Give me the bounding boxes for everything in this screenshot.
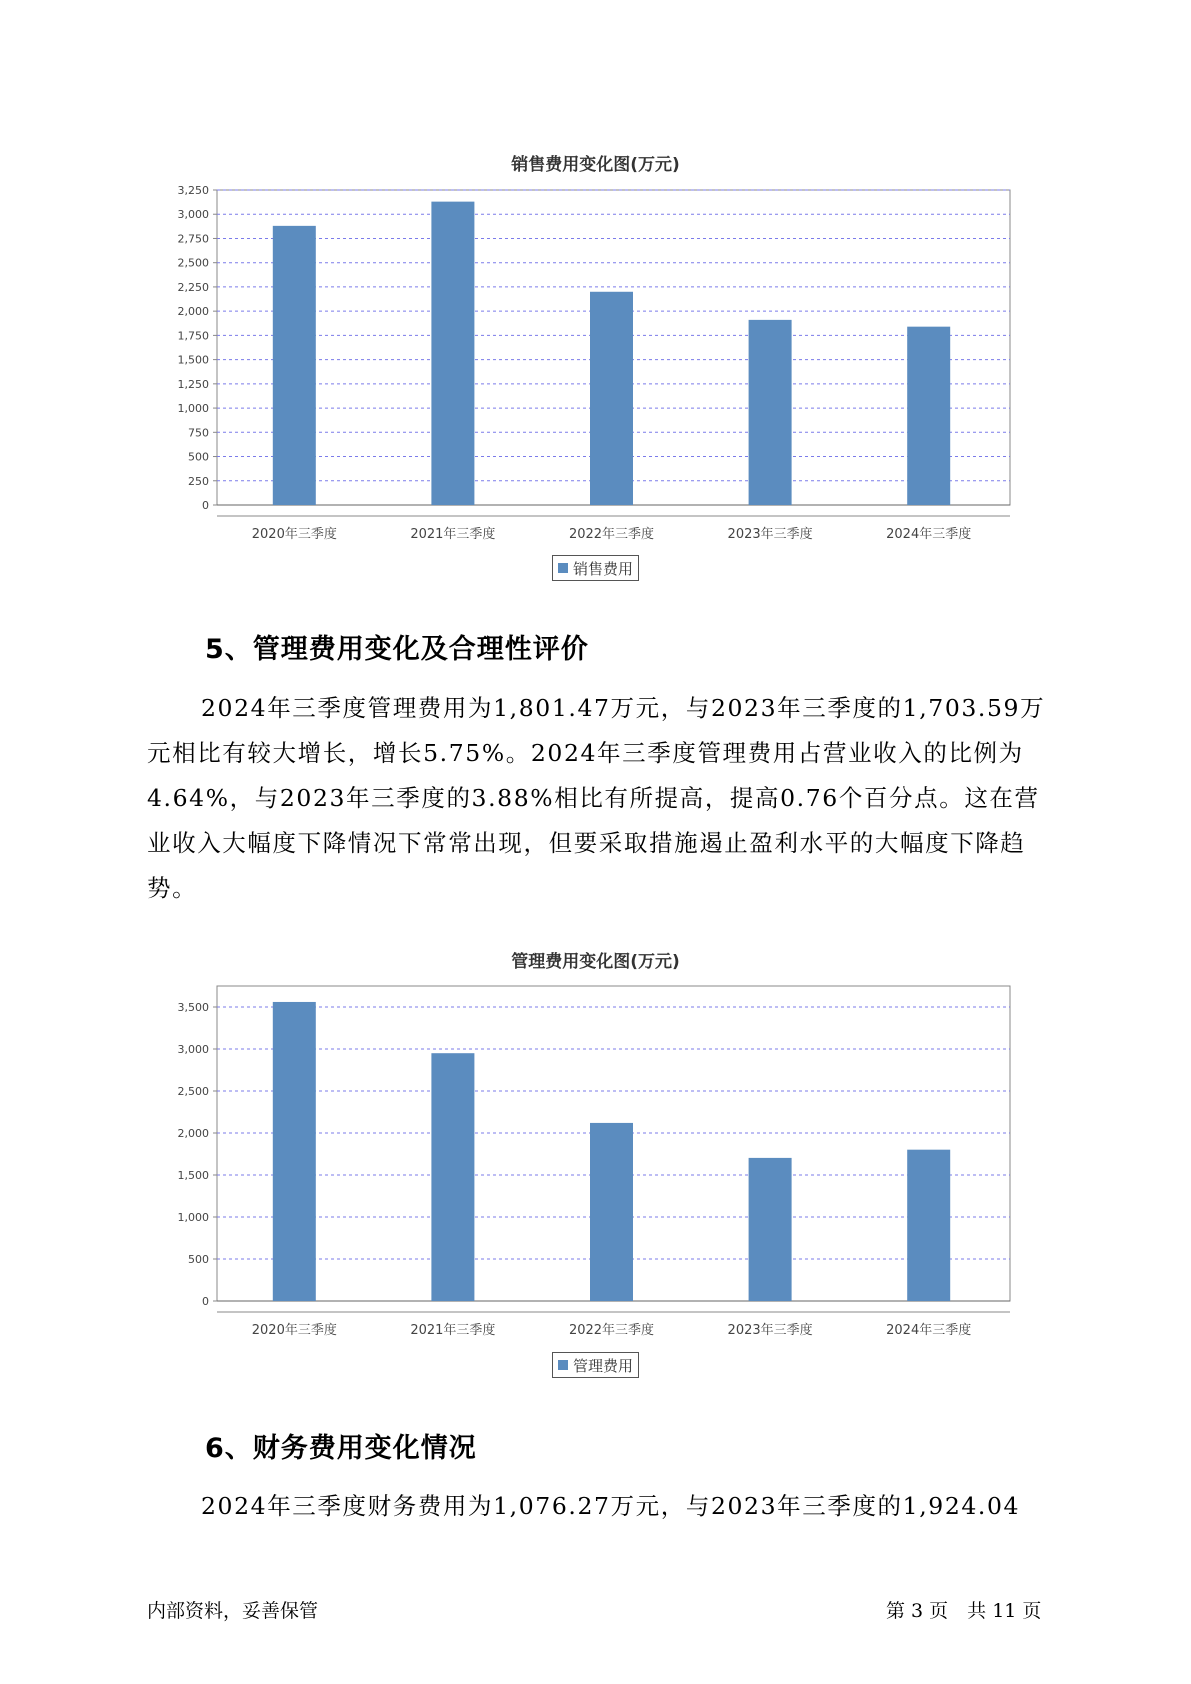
x-tick-label: 2024年三季度 bbox=[886, 1323, 972, 1338]
y-tick-label: 1,000 bbox=[177, 1211, 209, 1224]
chart-title: 管理费用变化图(万元) bbox=[511, 952, 680, 972]
section-paragraph-6 bbox=[147, 1484, 1052, 1529]
footer-left: 内部资料，妥善保管 bbox=[147, 1600, 319, 1622]
y-tick-label: 2,000 bbox=[177, 305, 209, 319]
bar-2022年三季度 bbox=[590, 1123, 633, 1301]
y-tick-label: 0 bbox=[202, 499, 209, 512]
chart-title: 销售费用变化图(万元) bbox=[511, 155, 680, 175]
x-tick-label: 2020年三季度 bbox=[251, 527, 337, 542]
x-tick-label: 2022年三季度 bbox=[568, 527, 655, 542]
chart-legend bbox=[552, 1352, 639, 1378]
section-heading-6: 6、财务费用变化情况 bbox=[205, 1433, 477, 1464]
paragraph-text: 2024年三季度管理费用为1,801.47万元，与2023年三季度的1,703.59万元相比有较大增长，增长5.75%。2024年三季度管理费用占营业收入的比例为4.64%，与2023年三季度的3.88%相比有所提高，提高0.76个百分点。这在营业收入大幅度下降情况下常常出现，但要采取措施遏止盈利水平的大幅度下降趋势。 bbox=[147, 694, 1046, 902]
y-tick-label: 0 bbox=[202, 1295, 209, 1308]
y-tick-label: 1,500 bbox=[177, 1169, 209, 1182]
y-tick-label: 500 bbox=[188, 1253, 209, 1266]
y-tick-label: 1,000 bbox=[177, 402, 209, 416]
y-tick-label: 3,500 bbox=[177, 1001, 209, 1014]
y-tick-label: 1,750 bbox=[177, 329, 209, 343]
y-tick-label: 2,750 bbox=[177, 232, 209, 246]
y-tick-label: 1,250 bbox=[177, 377, 209, 391]
y-tick-label: 3,250 bbox=[177, 184, 209, 197]
y-tick-label: 500 bbox=[188, 450, 209, 464]
legend-label: 销售费用 bbox=[573, 559, 634, 578]
legend-swatch bbox=[558, 1360, 568, 1370]
x-tick-label: 2020年三季度 bbox=[251, 1323, 337, 1338]
y-tick-label: 3,000 bbox=[177, 208, 209, 222]
y-tick-label: 1,500 bbox=[177, 353, 209, 367]
y-tick-label: 2,000 bbox=[177, 1127, 209, 1140]
footer-page-number: 第 3 页 共 11 页 bbox=[886, 1600, 1042, 1622]
x-tick-label: 2021年三季度 bbox=[410, 527, 496, 542]
legend-label: 管理费用 bbox=[573, 1356, 634, 1375]
y-tick-label: 3,000 bbox=[177, 1043, 209, 1056]
x-tick-label: 2021年三季度 bbox=[410, 1323, 496, 1338]
y-tick-label: 2,500 bbox=[177, 1085, 209, 1098]
section-heading-5: 5、管理费用变化及合理性评价 bbox=[205, 634, 589, 665]
bar-2024年三季度 bbox=[907, 1150, 950, 1301]
y-tick-label: 750 bbox=[188, 426, 209, 440]
y-tick-label: 2,250 bbox=[177, 280, 209, 294]
x-tick-label: 2023年三季度 bbox=[727, 527, 813, 542]
paragraph-text: 2024年三季度财务费用为1,076.27万元，与2023年三季度的1,924.04 bbox=[201, 1492, 1021, 1520]
x-tick-label: 2023年三季度 bbox=[727, 1323, 813, 1338]
y-tick-label: 250 bbox=[188, 474, 209, 488]
bar-2023年三季度 bbox=[749, 1158, 792, 1301]
y-tick-label: 2,500 bbox=[177, 256, 209, 270]
bar-2021年三季度 bbox=[431, 1053, 474, 1301]
bar-2020年三季度 bbox=[273, 1002, 316, 1301]
x-tick-label: 2022年三季度 bbox=[568, 1323, 655, 1338]
x-tick-label: 2024年三季度 bbox=[886, 527, 972, 542]
